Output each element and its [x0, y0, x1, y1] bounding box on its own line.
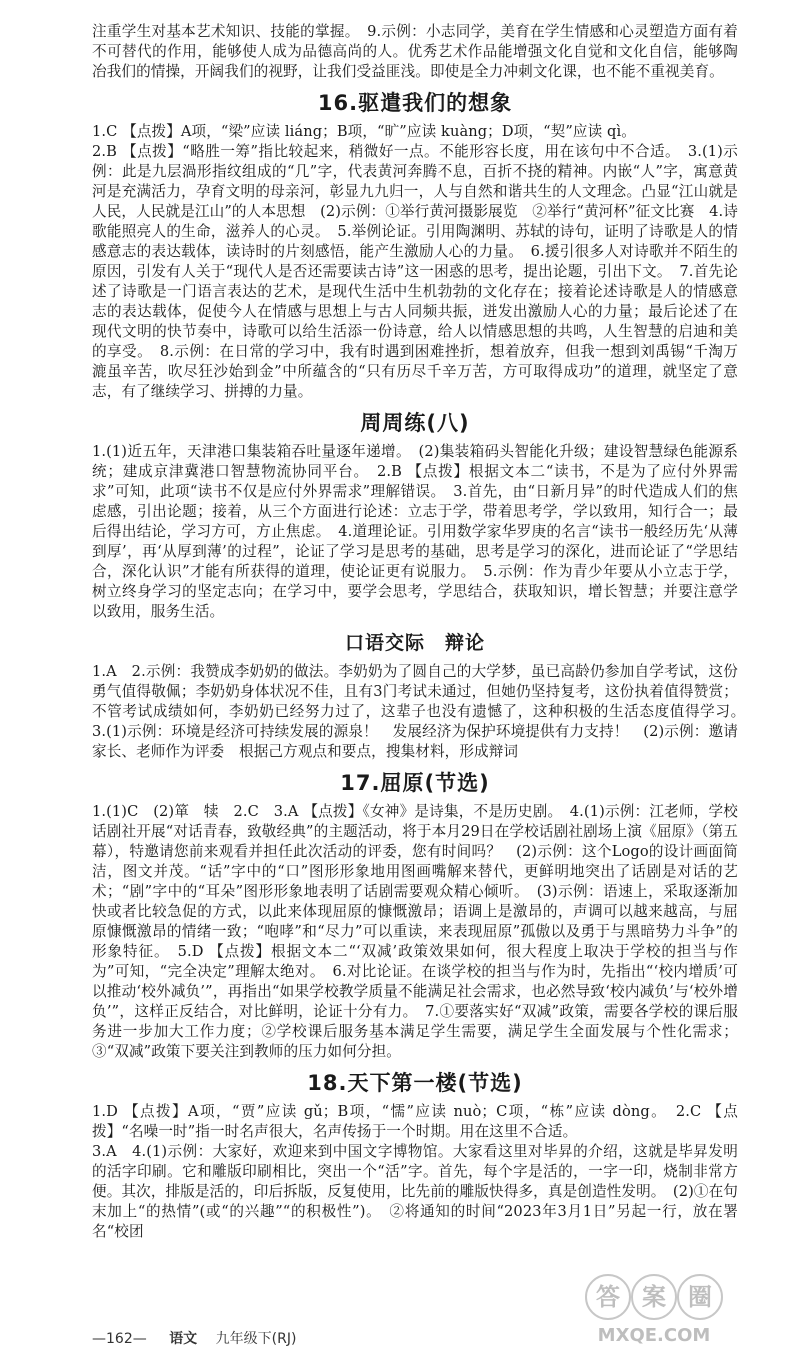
answer-paragraph: 1.(1)C (2)箪 犊 2.C 3.A 【点拨】《女神》是诗集，不是历史剧。 4.(1)示例：江老师，学校话剧社开展“对话青春，致敬经典”的主题活动，将于本月29日在学校话剧社剧场上演《屈原》（第五幕），特邀请您前来观看并担任此次活动的评委，您有时间吗？ (2)示例：这个Logo的设计画面简洁，图文并茂。“话”字中的“口”图形形象地用图画嘴解来替代，更鲜明地突出了话剧是对话的艺术；“剧”字中的“耳朵”图形形象地表明了话剧需要观众精心倾听。 (3)示例：语速上，采取逐渐加快或者比较急促的方式，以此来体现屈原的慷慨激昂；语调上是激昂的，声调可以越来越高，与屈原慷慨激昂的情绪一致；“咆哮”和“尽力”可以重读，来表现屈原”孤傲以及勇于与黑暗势力斗争”的形象特征。 5.D 【点拨】根据文本二“‘双减’政策效果如何，很大程度上取决于学校的担当与作为”可知，“完全决定”理解太绝对。 6.对比论证。在谈学校的担当与作为时，先指出“‘校内增质’可以推动‘校外减负’”，再指出“如果学校教学质量不能满足社会需求，也必然导致‘校内减负’与‘校外增负’”，这样正反结合，对比鲜明，论证十分有力。 7.①要落实好“双减”政策，需要各学校的课后服务进一步加大工作力度；②学校课后服务基本满足学生需要，满足学生全面发展与个性化需求；③“双减”政策下要关注到教师的压力如何分担。: [92, 803, 738, 1060]
answer-paragraph: 1.(1)近五年，天津港口集装箱吞吐量逐年递增。 (2)集装箱码头智能化升级；建设智慧绿色能源系统；建成京津冀港口智慧物流协同平台。 2.B 【点拨】根据文本二“读书，不是为了应付外界需求”可知，此项“读书不仅是应付外界需求”理解错误。 3.首先，由“日新月异”的时代造成人们的焦虑感，引出论题；接着，从三个方面进行论述：立志于学，带着思考学，学以致用，知行合一；最后得出结论，学习方可，方止焦虑。 4.道理论证。引用数学家华罗庚的名言“读书一般经历先‘从薄到厚’，再‘从厚到薄’的过程”，论证了学习是思考的基础，思考是学习的深化，进而论证了“学思结合，深化认识”才能有所获得的道理，使论证更有说服力。 5.示例：作为青少年要从小立志于学，树立终身学习的坚定志向；在学习中，要学会思考，学思结合，获取知识，增长智慧；并要注意学以致用，服务生活。: [92, 443, 738, 620]
answer-paragraph: 1.A 2.示例：我赞成李奶奶的做法。李奶奶为了圆自己的大学梦，虽已高龄仍参加自学考试，这份勇气值得敬佩；李奶奶身体状况不佳，且有3门考试未通过，但她仍坚持复考，这份执着值得赞赏；不管考试成绩如何，李奶奶已经努力过了，这辈子也没有遗憾了，这种积极的生活态度值得学习。 3.(1)示例：环境是经济可持续发展的源泉！ 发展经济为保护环境提供有力支持！ (2)示例：邀请家长、老师作为评委 根据己方观点和要点，搜集材料，形成辩词: [92, 663, 753, 760]
answer-paragraph: 1.D 【点拨】A项，“贾”应读 gǔ；B项，“懦”应读 nuò；C项，“栋”应读 dòng。 2.C 【点拨】“名噪一时”指一时名声很大，名声传扬于一个时期。用在这里不合适。: [92, 1103, 738, 1140]
answer-paragraph: 注重学生对基本艺术知识、技能的掌握。 9.示例：小志同学，美育在学生情感和心灵塑造方面有着不可替代的作用，能够使人成为品德高尚的人。优秀艺术作品能增强文化自觉和文化自信，能够陶冶我们的情操，开阔我们的视野，让我们受益匪浅。即使是全力冲刺文化课，也不能不重视美育。: [92, 23, 738, 80]
page-content: [92, 22, 753, 1242]
watermark-logo: [580, 1269, 770, 1351]
answer-paragraph: 2.B 【点拨】“略胜一筹”指比较起来，稍微好一点。不能形容长度，用在该句中不合适。 3.(1)示例：此是九层渦形指纹组成的“几”字，代表黄河奔腾不息，百折不挠的精神。内嵌“人”字，寓意黄河是充满活力，孕育文明的母亲河，彰显九九归一，人与自然和谐共生的人文理念。凸显“江山就是人民，人民就是江山”的人本思想 (2)示例：①举行黄河摄影展览 ②举行“黄河杯”征文比赛 4.诗歌能照亮人的生命，滋养人的心灵。 5.举例论证。引用陶渊明、苏轼的诗句，证明了诗歌是人的情感意志的表达载体，读诗时的片刻感悟，能产生激励人心的力量。 6.援引很多人对诗歌并不陌生的原因，引发有人关于“现代人是否还需要读古诗”这一困惑的思考，提出论题，引出下文。 7.首先论述了诗歌是一门语言表达的艺术，是现代生活中生机勃勃的文化存在；接着论述诗歌是人的情感意志的表达载体，促使今人在情感与思想上与古人同频共振，迸发出激励人心的力量；最后论述了在现代文明的快节奏中，诗歌可以给生活添一份诗意，给人以情感思想的共鸣，人生智慧的启迪和美的享受。 8.示例：在日常的学习中，我有时遇到困难挫折，想着放弃，但我一想到刘禹锡“千淘万漉虽辛苦，吹尽狂沙始到金”中所蕴含的“只有历尽千辛万苦，方可取得成功”的道理，就坚定了意志，有了继续学习、拼搏的力量。: [92, 143, 738, 400]
section-heading: 口语交际 辩论: [344, 632, 485, 654]
section-heading: 17.屈原(节选): [340, 771, 490, 795]
subject-label: 语文: [169, 1331, 198, 1347]
watermark-char: 案: [642, 1283, 666, 1311]
watermark-domain: MXQE.COM: [597, 1325, 711, 1346]
page-number: —162—: [92, 1331, 147, 1347]
section-heading: 16.驱遣我们的想象: [317, 91, 513, 115]
watermark-char: 答: [596, 1283, 620, 1311]
grade-label: 九年级下(RJ): [215, 1331, 297, 1347]
watermark-char: 圈: [688, 1283, 712, 1311]
section-heading: 周周练(八): [360, 411, 470, 435]
answer-paragraph: 1.C 【点拨】A项，“梁”应读 liáng；B项，“旷”应读 kuàng；D项，“契”应读 qì。: [92, 123, 636, 140]
answer-paragraph: 3.A 4.(1)示例：大家好，欢迎来到中国文字博物馆。大家看这里对毕昇的介绍，这就是毕昇发明的活字印刷。它和雕版印刷相比，突出一个“活”字。首先，每个字是活的，一字一印，烧制非常方便。其次，排版是活的，印后拆版，反复使用，比先前的雕版快得多，真是创造性发明。 (2)①在句末加上“的热情”(或“的兴趣”“的积极性”)。 ②将通知的时间“2023年3月1日”另起一行，放在署名“校团: [92, 1143, 738, 1240]
section-heading: 18.天下第一楼(节选): [307, 1071, 523, 1095]
